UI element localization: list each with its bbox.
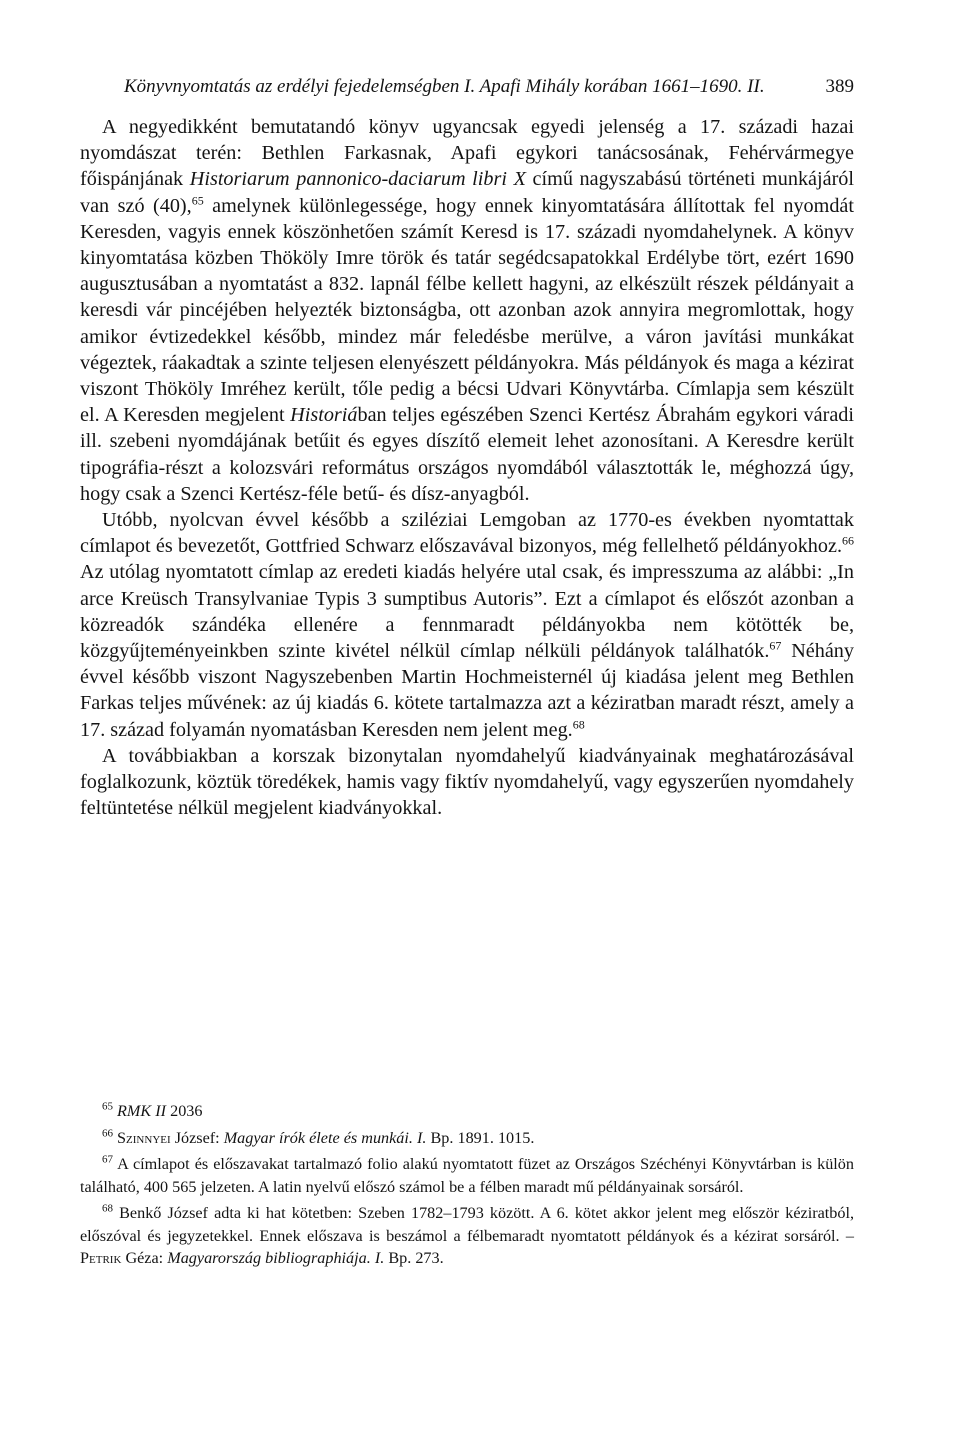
paragraph (80, 507, 854, 743)
footnote (80, 1100, 854, 1123)
author-name: Szinnyei (117, 1128, 171, 1147)
running-head (80, 76, 854, 98)
italic-text: Historiá (290, 404, 358, 427)
italic-text: Magyarország bibliographiája. I. (167, 1249, 385, 1267)
footnote-ref: 66 (102, 1127, 113, 1140)
text-run: Benkő József adta ki hat kötetben: Szeben 1782–1793 között. A 6. kötet akkor jelent meg először kéziratból, előszóval és jegyzetekkel. Ennek előszava is beszámol a félbemaradt nyomtatott példányok és a kézirat sorsáról. – (80, 1204, 854, 1245)
footnote (80, 1153, 854, 1198)
footnote (80, 1202, 854, 1270)
body-text (80, 114, 854, 821)
text-run: Bp. 273. (384, 1249, 444, 1267)
text-run: Az utólag nyomtatott címlap az eredeti kiadás helyére utal csak, és impresszuma az alábbi: „In arce Kreüsch Transylvaniae Typis 3 sumptibus Autoris”. Ezt a címlapot és előszót azonban a közreadók szándéka ellenére a fennmaradt példányokba nem kötötték be, közgyűjteményeinkben szinte kivétel nélkül címlap nélküli példányok találhatók. (80, 561, 854, 663)
text-run: ban teljes egészében Szenci Kertész Ábrahám egykori váradi ill. szebeni nyomdájának betűit és egyes díszítő elemeit lehet azonosítani. A Keresdre került tipográfia-részt a kolozsvári református országos nyomdából választották le, méghozzá úgy, hogy csak a Szenci Kertész-féle betű- és dísz-anyagból. (80, 404, 854, 505)
italic-text: Magyar írók élete és munkái. I. (223, 1128, 427, 1147)
italic-text: Historiarum pannonico-daciarum libri X (189, 168, 526, 191)
paragraph (80, 114, 854, 507)
running-head-title: Könyvnyomtatás az erdélyi fejedelemségben I. Apafi Mihály korában 1661–1690. II. (124, 76, 765, 97)
text-run: amelynek különlegessége, hogy ennek kinyomtatására állítottak fel nyomdát Keresden, vagyis ennek köszönhetően számít Keresd is 17. századi nyomdahelynek. A könyv kinyomtatása közben Thököly Imre török és tatár segédcsapatokkal Erdélybe tört, ezért 1690 augusztusában a nyomtatást a 832. lapnál félbe kellett hagyni, az elkészült részek példányait a keresdi vár pincéjében helyezték biztonságba, ott azonban azok annyira megromlottak, hogy amikor évtizedekkel később, mindez már feledésbe merülve, a váron javítási munkákat végeztek, ráakadtak a szinte teljesen elenyészett példányokra. Más példányok és maga a kézirat viszont Thököly Imréhez került, tőle pedig a bécsi Udvari Könyvtárba. Címlapja sem készült el. A Keresden megjelent (80, 194, 854, 427)
text-run: A címlapot és előszavakat tartalmazó folio alakú nyomtatott füzet az Országos Széchényi Könyvtárban is külön található, 400 565 jelzeten. A latin nyelvű előszó számol be a félben maradt mű példányainak sorsáról. (80, 1155, 854, 1196)
text-run: József: (170, 1128, 224, 1147)
footnote-ref: 65 (191, 192, 204, 207)
text-run: A továbbiakban a korszak bizonytalan nyomdahelyű kiadványainak meghatározásával foglalkozunk, köztük töredékek, hamis vagy fiktív nyomdahelyű, vagy egyszerűen nyomdahely feltüntetése nélkül megjelent kiadványokkal. (80, 744, 854, 820)
page (80, 76, 854, 821)
footnote-ref: 68 (102, 1202, 113, 1215)
text-run: A negyedikként bemutatandó könyv ugyancsak egyedi jelenség a 17. századi hazai nyomdászat terén: Bethlen Farkasnak, Apafi egykori tanácsosának, Fehérvármegye főispánjának (80, 116, 854, 191)
paragraph (80, 743, 854, 822)
page-number: 389 (825, 76, 854, 97)
text-run: 2036 (166, 1102, 203, 1120)
text-run: Néhány évvel később viszont Nagyszebenben Martin Hochmeisternél új kiadása jelent meg Bethlen Farkas teljes művének: az új kiadás 6. kötete tartalmazza azt a kéziratban maradt részt, amely a 17. század folyamán nyomatásban Keresden nem jelent meg. (80, 640, 854, 741)
text-run: Bp. 1891. 1015. (426, 1128, 535, 1147)
text-run: Utóbb, nyolcvan évvel később a sziléziai Lemgoban az 1770-es években nyomtattak címlapot és bevezetőt, Gottfried Schwarz előszavával bizonyos, még fellelhető példányokhoz. (80, 509, 854, 558)
author-name: Petrik (80, 1249, 122, 1267)
text-run: Géza: (121, 1249, 168, 1267)
footnote (80, 1127, 854, 1150)
footnote-ref: 67 (769, 638, 782, 653)
footnote-ref: 66 (842, 533, 854, 548)
footnote-ref: 65 (102, 1100, 113, 1113)
italic-text: RMK II (117, 1102, 167, 1120)
footnote-ref: 68 (572, 716, 585, 731)
text-run: című nagyszabású történeti munkájáról van szó (40), (80, 168, 854, 217)
footnotes (80, 1100, 854, 1274)
footnote-ref: 67 (102, 1153, 113, 1166)
